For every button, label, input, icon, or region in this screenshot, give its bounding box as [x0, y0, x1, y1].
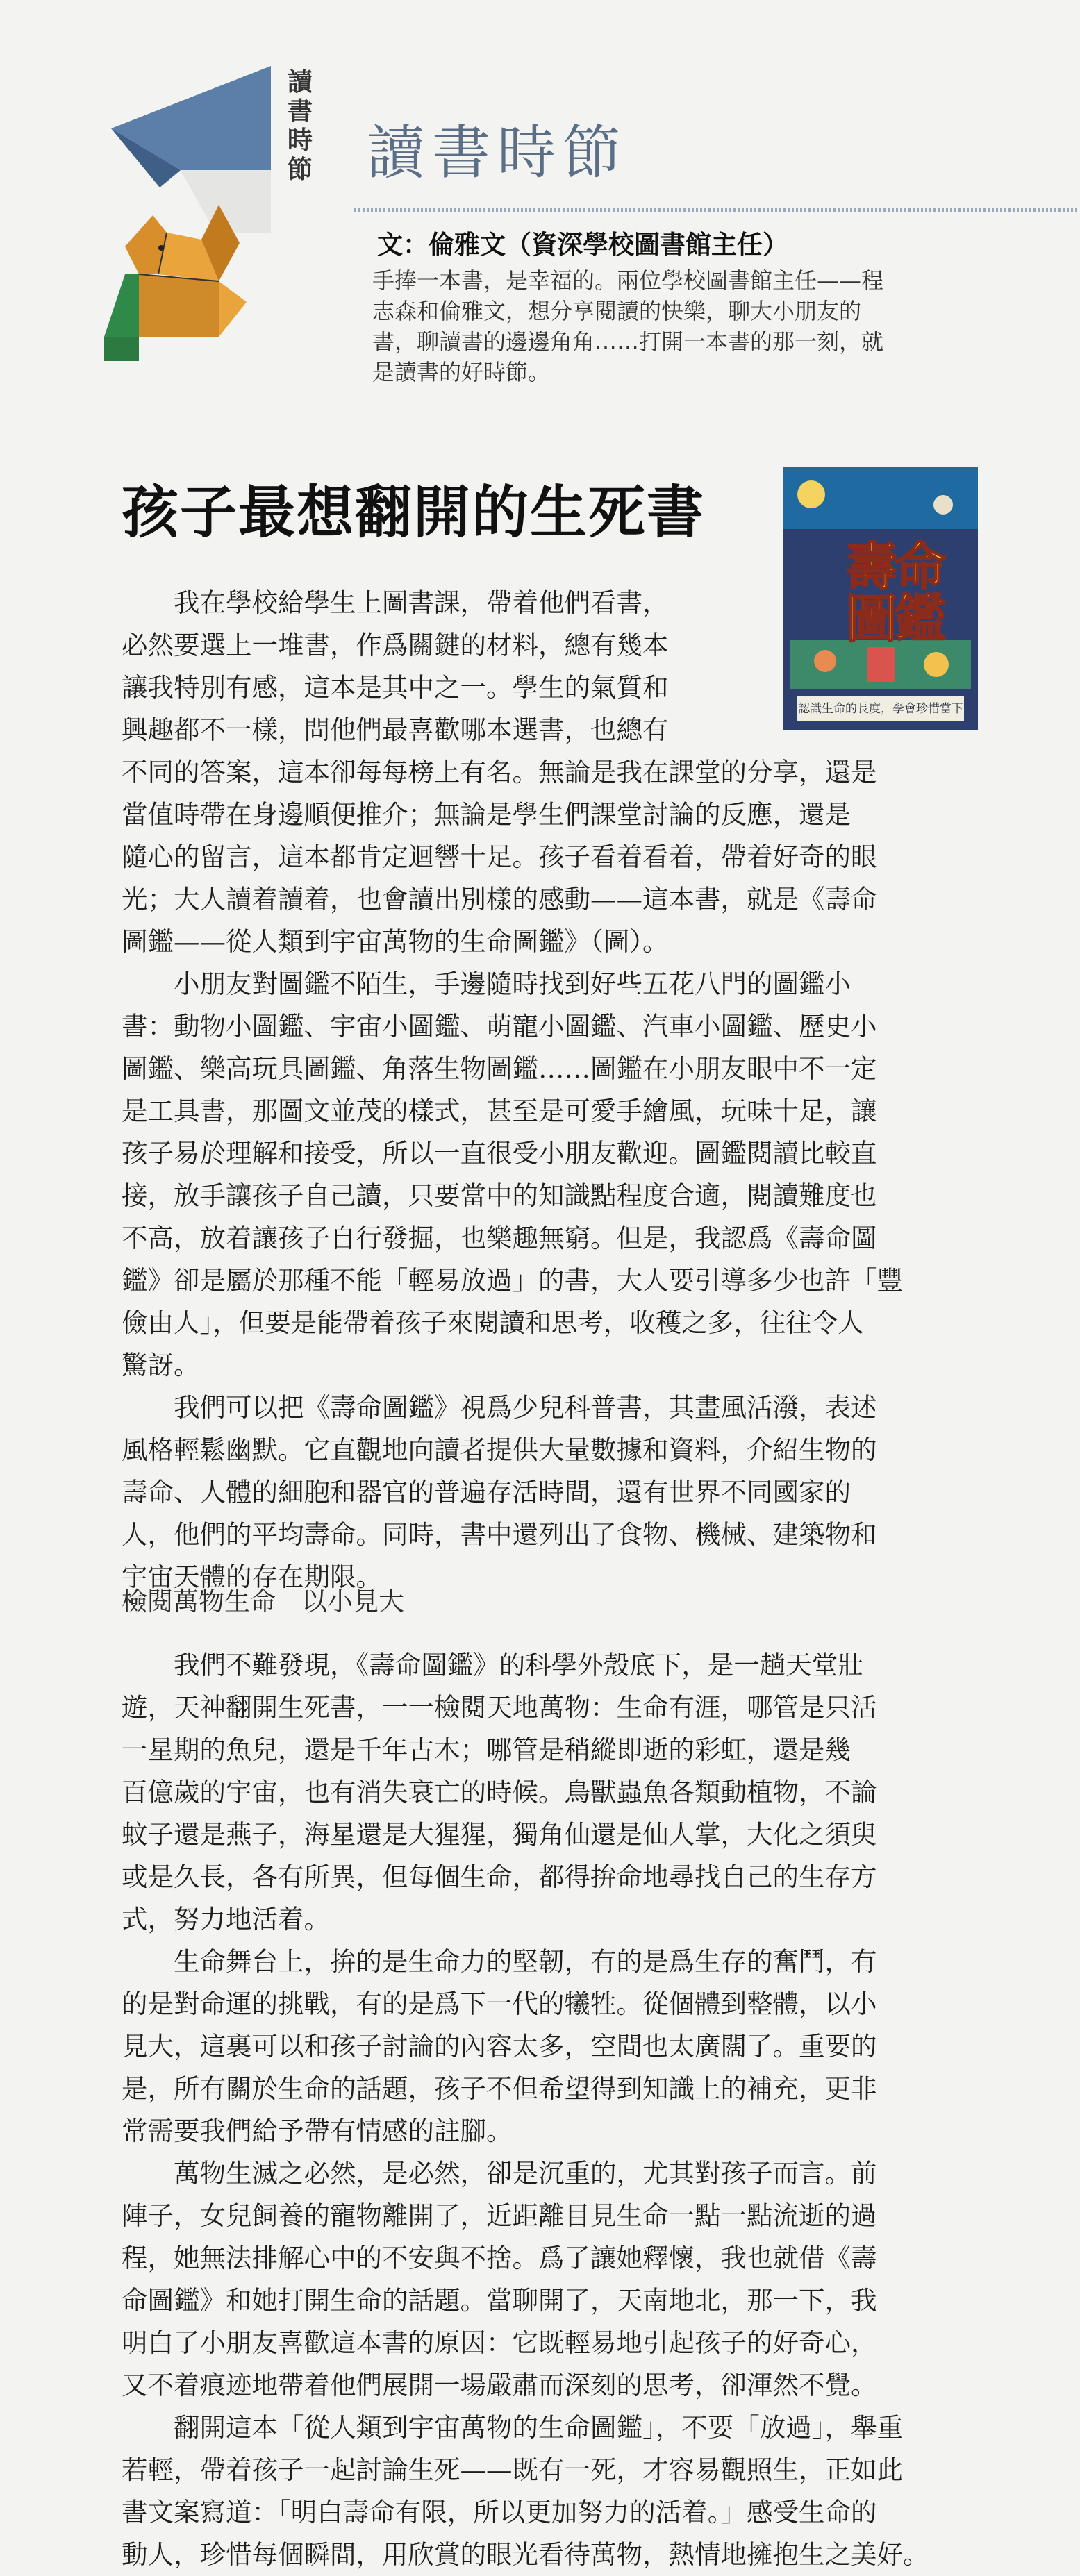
article-body-section-2	[122, 1644, 997, 2576]
column-label-char: 讀	[287, 68, 313, 97]
body-line: 我們可以把《壽命圖鑑》視爲少兒科普書，其畫風活潑，表述	[122, 1392, 877, 1423]
body-line: 必然要選上一堆書，作爲關鍵的材料，總有幾本	[122, 630, 669, 660]
body-line: 驚訝。	[122, 1350, 200, 1380]
column-label-char: 書	[287, 97, 313, 126]
body-line: 孩子易於理解和接受，所以一直很受小朋友歡迎。圖鑑閱讀比較直	[122, 1138, 877, 1169]
intro-line: 是讀書的好時節。	[372, 359, 551, 385]
body-line: 翻開這本「從人類到宇宙萬物的生命圖鑑」，不要「放過」，舉重	[122, 2412, 903, 2443]
body-line: 壽命、人體的細胞和器官的普遍存活時間，還有世界不同國家的	[122, 1477, 851, 1507]
fox-origami-logo	[97, 66, 278, 365]
body-line: 書文案寫道：「明白壽命有限，所以更加努力的活着。」感受生命的	[122, 2497, 877, 2527]
body-line: 讓我特別有感，這本是其中之一。學生的氣質和	[122, 672, 669, 703]
body-line: 常需要我們給予帶有情感的註腳。	[122, 2116, 513, 2146]
intro-line: 志森和倫雅文，想分享閱讀的快樂，聊大小朋友的	[372, 298, 862, 324]
body-line: 的是對命運的挑戰，有的是爲下一代的犧牲。從個體到整體，以小	[122, 1989, 877, 2019]
body-line: 明白了小朋友喜歡這本書的原因：它既輕易地引起孩子的好奇心，	[122, 2327, 877, 2358]
intro-line: 書，聊讀書的邊邊角角……打開一本書的那一刻，就	[372, 328, 884, 355]
body-line: 遊，天神翻開生死書，一一檢閱天地萬物：生命有涯，哪管是只活	[122, 1692, 877, 1723]
body-line: 生命舞台上，拚的是生命力的堅韌，有的是爲生存的奮鬥，有	[122, 1946, 877, 1977]
cover-title-char: 鑑	[895, 589, 946, 649]
body-line: 隨心的留言，這本都肯定迴響十足。孩子看着看着，帶着好奇的眼	[122, 842, 877, 872]
body-line: 宇宙天體的存在期限。	[122, 1562, 382, 1592]
byline: 文：倫雅文（資深學校圖書館主任）	[377, 229, 788, 260]
body-line: 蚊子還是燕子，海星還是大猩猩，獨角仙還是仙人掌，大化之須臾	[122, 1819, 877, 1850]
body-line: 萬物生滅之必然，是必然，卻是沉重的，尤其對孩子而言。前	[122, 2158, 877, 2189]
cover-title-char: 命	[895, 537, 946, 597]
body-line: 接，放手讓孩子自己讀，只要當中的知識點程度合適，閱讀難度也	[122, 1180, 877, 1211]
column-title: 讀書時節	[367, 119, 629, 187]
article-body-section-1	[122, 582, 997, 1598]
body-line: 書：動物小圖鑑、宇宙小圖鑑、萌寵小圖鑑、汽車小圖鑑、歷史小	[122, 1011, 877, 1042]
body-line: 小朋友對圖鑑不陌生，手邊隨時找到好些五花八門的圖鑑小	[122, 969, 851, 999]
body-line: 又不着痕迹地帶着他們展開一場嚴肅而深刻的思考，卻渾然不覺。	[122, 2370, 877, 2400]
body-line: 是，所有關於生命的話題，孩子不但希望得到知識上的補充，更非	[122, 2073, 877, 2104]
body-line: 百億歲的宇宙，也有消失衰亡的時候。鳥獸蟲魚各類動植物，不論	[122, 1777, 877, 1807]
column-label-char: 節	[287, 156, 313, 184]
section-subhead: 檢閱萬物生命 以小見大	[122, 1587, 404, 1616]
body-line: 是工具書，那圖文並茂的樣式，甚至是可愛手繪風，玩味十足，讓	[122, 1096, 877, 1126]
body-line: 儉由人」，但要是能帶着孩子來閱讀和思考，收穫之多，往往令人	[122, 1307, 864, 1338]
body-line: 或是久長，各有所異，但每個生命，都得拚命地尋找自己的生存方	[122, 1862, 877, 1892]
body-line: 一星期的魚兒，還是千年古木；哪管是稍縱即逝的彩虹，還是幾	[122, 1734, 851, 1765]
dotted-divider	[354, 208, 1077, 212]
column-intro	[372, 265, 997, 387]
body-line: 圖鑑、樂高玩具圖鑑、角落生物圖鑑……圖鑑在小朋友眼中不一定	[122, 1053, 877, 1084]
cover-title-char: 圖	[846, 589, 897, 649]
body-line: 鑑》卻是屬於那種不能「輕易放過」的書，大人要引導多少也許「豐	[122, 1265, 903, 1296]
body-line: 我們不難發現，《壽命圖鑑》的科學外殼底下，是一趟天堂壯	[122, 1650, 864, 1680]
cover-tagline: 認識生命的長度，學會珍惜當下	[798, 702, 963, 716]
body-line: 程，她無法排解心中的不安與不捨。爲了讓她釋懷，我也就借《壽	[122, 2243, 877, 2273]
article-headline: 孩子最想翻開的生死書	[122, 479, 706, 546]
column-label	[285, 68, 315, 185]
intro-line: 手捧一本書，是幸福的。兩位學校圖書館主任——程	[372, 267, 884, 294]
body-line: 人，他們的平均壽命。同時，書中還列出了食物、機械、建築物和	[122, 1519, 877, 1550]
body-line: 興趣都不一樣，問他們最喜歡哪本選書，也總有	[122, 714, 669, 745]
body-line: 我在學校給學生上圖書課，帶着他們看書，	[122, 587, 669, 618]
body-line: 見大，這裏可以和孩子討論的內容太多，空間也太廣闊了。重要的	[122, 2031, 877, 2061]
body-line: 風格輕鬆幽默。它直觀地向讀者提供大量數據和資料，介紹生物的	[122, 1435, 877, 1465]
body-line: 陣子，女兒飼養的寵物離開了，近距離目見生命一點一點流逝的過	[122, 2200, 877, 2231]
body-line: 式，努力地活着。	[122, 1904, 330, 1934]
cover-title-char: 壽	[846, 537, 897, 597]
body-line: 若輕，帶着孩子一起討論生死——既有一死，才容易觀照生，正如此	[122, 2454, 903, 2485]
body-line: 當值時帶在身邊順便推介；無論是學生們課堂討論的反應，還是	[122, 799, 851, 830]
body-line: 命圖鑑》和她打開生命的話題。當聊開了，天南地北，那一下，我	[122, 2285, 877, 2316]
column-label-char: 時	[287, 126, 313, 155]
body-line: 不高，放着讓孩子自行發掘，也樂趣無窮。但是，我認爲《壽命圖	[122, 1223, 877, 1253]
body-line: 動人，珍惜每個瞬間，用欣賞的眼光看待萬物，熱情地擁抱生之美好。	[122, 2539, 929, 2570]
body-line: 不同的答案，這本卻每每榜上有名。無論是我在課堂的分享，還是	[122, 757, 877, 787]
body-line: 光；大人讀着讀着，也會讀出別樣的感動——這本書，就是《壽命	[122, 884, 877, 914]
body-line: 圖鑑——從人類到宇宙萬物的生命圖鑑》（圖）。	[122, 926, 669, 957]
